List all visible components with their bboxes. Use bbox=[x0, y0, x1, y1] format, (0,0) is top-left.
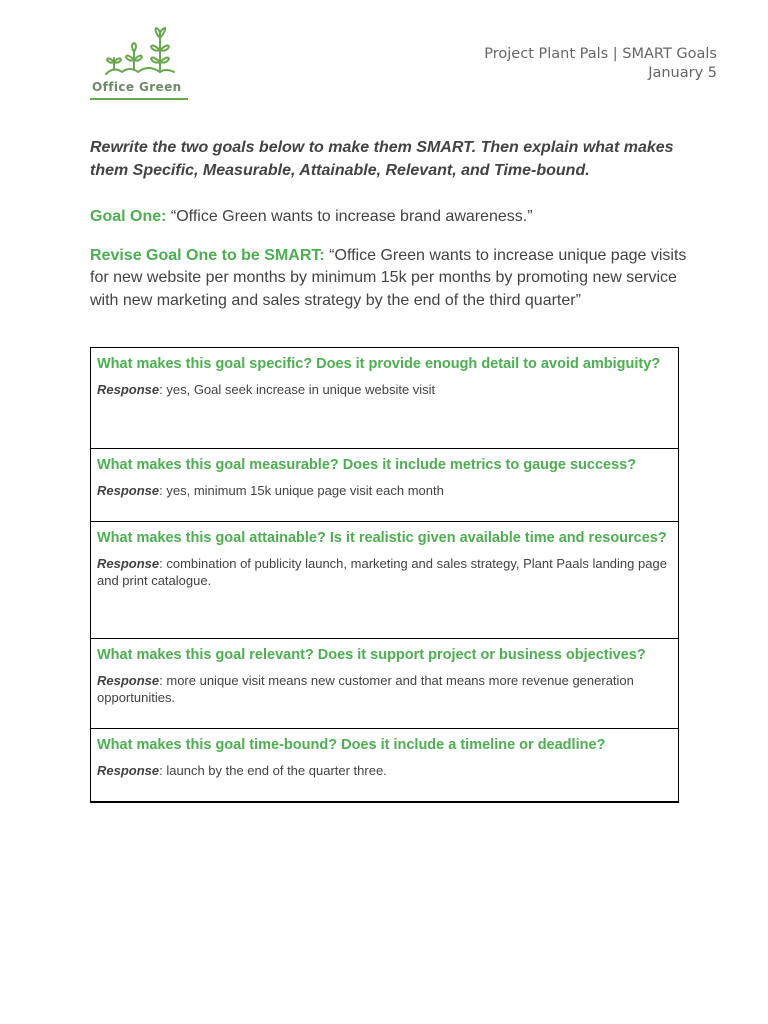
goal-one bbox=[90, 206, 700, 228]
table-row-specific bbox=[91, 348, 678, 449]
response-text: : more unique visit means new customer and that means more revenue generation opportunities. bbox=[97, 673, 634, 705]
instructions-text: Rewrite the two goals below to make them SMART. Then explain what makes them Specific, Measurable, Attainable, Relevant, and Time-bound. bbox=[90, 139, 674, 179]
table-row-attainable bbox=[91, 522, 678, 639]
response-label: Response bbox=[97, 483, 160, 498]
response-relevant bbox=[97, 672, 672, 706]
table-row-relevant bbox=[91, 639, 678, 729]
response-measurable bbox=[97, 482, 672, 499]
response-label: Response bbox=[97, 556, 160, 571]
question-attainable: What makes this goal attainable? Is it realistic given available time and resources? bbox=[97, 530, 667, 546]
document-date: January 5 bbox=[648, 65, 717, 81]
table-row-time-bound bbox=[91, 729, 678, 801]
response-text: : combination of publicity launch, marketing and sales strategy, Plant Paals landing page and print catalogue. bbox=[97, 556, 667, 588]
goal-one-label: Goal One: bbox=[90, 208, 167, 225]
revised-goal-label: Revise Goal One to be SMART: bbox=[90, 247, 325, 264]
revised-goal-text: “Office Green wants to increase unique page visits for new website per months by minimum 15k per months by promoting new service with new marketing and sales strategy by the end of the third quarter” bbox=[90, 247, 687, 309]
logo-text: Office Green bbox=[92, 80, 182, 94]
document-header bbox=[484, 45, 717, 83]
question-relevant: What makes this goal relevant? Does it support project or business objectives? bbox=[97, 647, 646, 663]
project-title: Project Plant Pals | SMART Goals bbox=[484, 46, 717, 62]
response-text: : launch by the end of the quarter three. bbox=[159, 763, 387, 778]
plant-sprouts-icon bbox=[104, 26, 178, 78]
response-time-bound bbox=[97, 762, 672, 779]
logo-underline bbox=[90, 98, 188, 100]
response-label: Response bbox=[97, 763, 160, 778]
response-label: Response bbox=[97, 382, 160, 397]
question-specific: What makes this goal specific? Does it provide enough detail to avoid ambiguity? bbox=[97, 356, 661, 372]
response-text: : yes, minimum 15k unique page visit each month bbox=[159, 483, 444, 498]
response-specific bbox=[97, 381, 672, 398]
response-attainable bbox=[97, 555, 672, 589]
office-green-logo bbox=[90, 26, 190, 102]
response-text: : yes, Goal seek increase in unique website visit bbox=[159, 382, 436, 397]
question-time-bound: What makes this goal time-bound? Does it include a timeline or deadline? bbox=[97, 737, 606, 753]
response-label: Response bbox=[97, 673, 160, 688]
question-measurable: What makes this goal measurable? Does it include metrics to gauge success? bbox=[97, 457, 637, 473]
revised-goal bbox=[90, 245, 700, 312]
smart-questions-table bbox=[90, 347, 679, 803]
table-row-measurable bbox=[91, 449, 678, 522]
goal-one-text: “Office Green wants to increase brand awareness.” bbox=[170, 208, 533, 225]
